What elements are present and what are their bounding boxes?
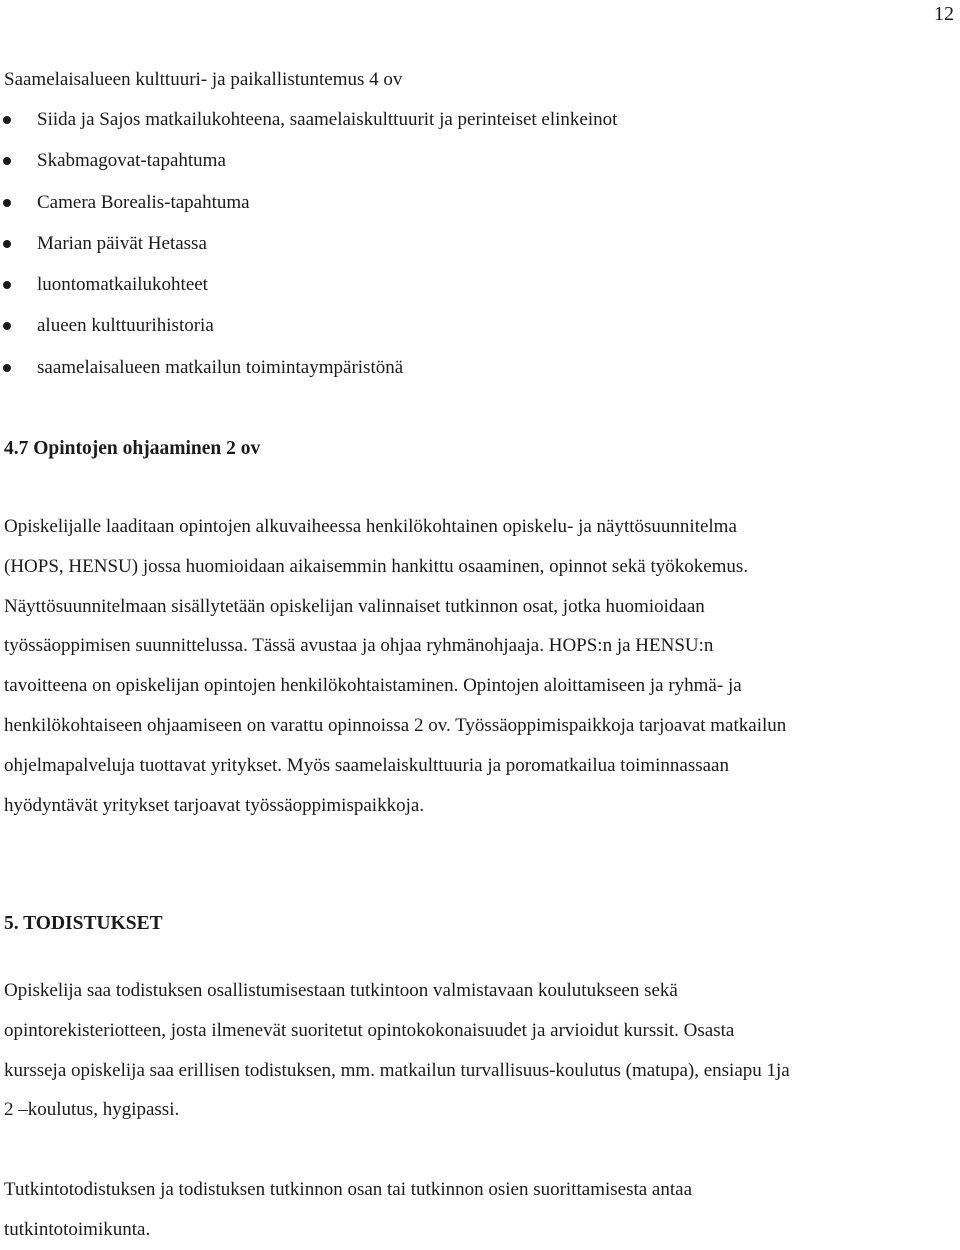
page-number: 12 bbox=[934, 3, 954, 25]
bullet-item bbox=[0, 273, 617, 314]
bullet-item bbox=[0, 149, 617, 190]
paragraph-line: ohjelmapalveluja tuottavat yritykset. Myös saamelaiskulttuuria ja poromatkailua toiminnassaan bbox=[4, 754, 729, 776]
bullet-icon bbox=[3, 116, 11, 124]
bullet-icon bbox=[3, 240, 11, 248]
bullet-text: Skabmagovat-tapahtuma bbox=[37, 150, 226, 172]
bullet-icon bbox=[3, 322, 11, 330]
section-title: Saamelaisalueen kulttuuri- ja paikallistuntemus 4 ov bbox=[4, 69, 403, 90]
paragraph-line: Opiskelijalle laaditaan opintojen alkuvaiheessa henkilökohtainen opiskelu- ja näyttösuunnitelma bbox=[4, 516, 737, 537]
section-heading-5: 5. TODISTUKSET bbox=[4, 913, 163, 934]
bullet-item bbox=[0, 314, 617, 355]
bullet-text: saamelaisalueen matkailun toimintaympäristönä bbox=[37, 356, 404, 378]
paragraph-line: (HOPS, HENSU) jossa huomioidaan aikaisemmin hankittu osaaminen, opinnot sekä työkokemus. bbox=[4, 555, 749, 577]
bullet-text: Camera Borealis-tapahtuma bbox=[37, 191, 250, 213]
bullet-icon bbox=[3, 364, 11, 372]
paragraph-line: Opiskelija saa todistuksen osallistumisestaan tutkintoon valmistavaan koulutukseen sekä bbox=[4, 980, 678, 1001]
bullet-text: luontomatkailukohteet bbox=[37, 274, 208, 296]
bullet-list bbox=[0, 108, 617, 397]
paragraph-line: kursseja opiskelija saa erillisen todistuksen, mm. matkailun turvallisuus-koulutus (matupa), ensiapu 1ja bbox=[4, 1059, 790, 1081]
section-heading-4-7: 4.7 Opintojen ohjaaminen 2 ov bbox=[4, 438, 261, 459]
bullet-icon bbox=[3, 199, 11, 207]
bullet-item bbox=[0, 232, 617, 273]
paragraph-line: hyödyntävät yritykset tarjoavat työssäoppimispaikkoja. bbox=[4, 794, 425, 816]
paragraph-tutkintotodistus bbox=[4, 1170, 959, 1250]
bullet-text: alueen kulttuurihistoria bbox=[37, 315, 214, 337]
bullet-text: Siida ja Sajos matkailukohteena, saamelaiskulttuurit ja perinteiset elinkeinot bbox=[37, 109, 618, 130]
bullet-item bbox=[0, 108, 617, 149]
bullet-icon bbox=[3, 281, 11, 289]
bullet-text: Marian päivät Hetassa bbox=[37, 232, 207, 254]
paragraph-line: 2 –koulutus, hygipassi. bbox=[4, 1099, 180, 1121]
paragraph-line: Tutkintotodistuksen ja todistuksen tutkinnon osan tai tutkinnon osien suorittamisesta antaa bbox=[4, 1179, 693, 1200]
paragraph-line: henkilökohtaiseen ohjaamiseen on varattu opinnoissa 2 ov. Työssäoppimispaikkoja tarjoavat matkailun bbox=[4, 714, 787, 736]
paragraph-line: tutkintotoimikunta. bbox=[4, 1218, 151, 1240]
paragraph-line: työssäoppimisen suunnittelussa. Tässä avustaa ja ohjaa ryhmänohjaaja. HOPS:n ja HENSU:n bbox=[4, 635, 714, 657]
paragraph-todistukset bbox=[4, 971, 959, 1130]
bullet-item bbox=[0, 356, 617, 397]
paragraph-line: tavoitteena on opiskelijan opintojen henkilökohtaistaminen. Opintojen aloittamiseen ja ryhmä- ja bbox=[4, 675, 742, 697]
paragraph-opintojen-ohjaaminen bbox=[4, 507, 959, 825]
bullet-item bbox=[0, 191, 617, 232]
bullet-icon bbox=[3, 157, 11, 165]
paragraph-line: Näyttösuunnitelmaan sisällytetään opiskelijan valinnaiset tutkinnon osat, jotka huomioidaan bbox=[4, 595, 705, 617]
paragraph-line: opintorekisteriotteen, josta ilmenevät suoritetut opintokokonaisuudet ja arvioidut kurssit. Osasta bbox=[4, 1019, 735, 1041]
